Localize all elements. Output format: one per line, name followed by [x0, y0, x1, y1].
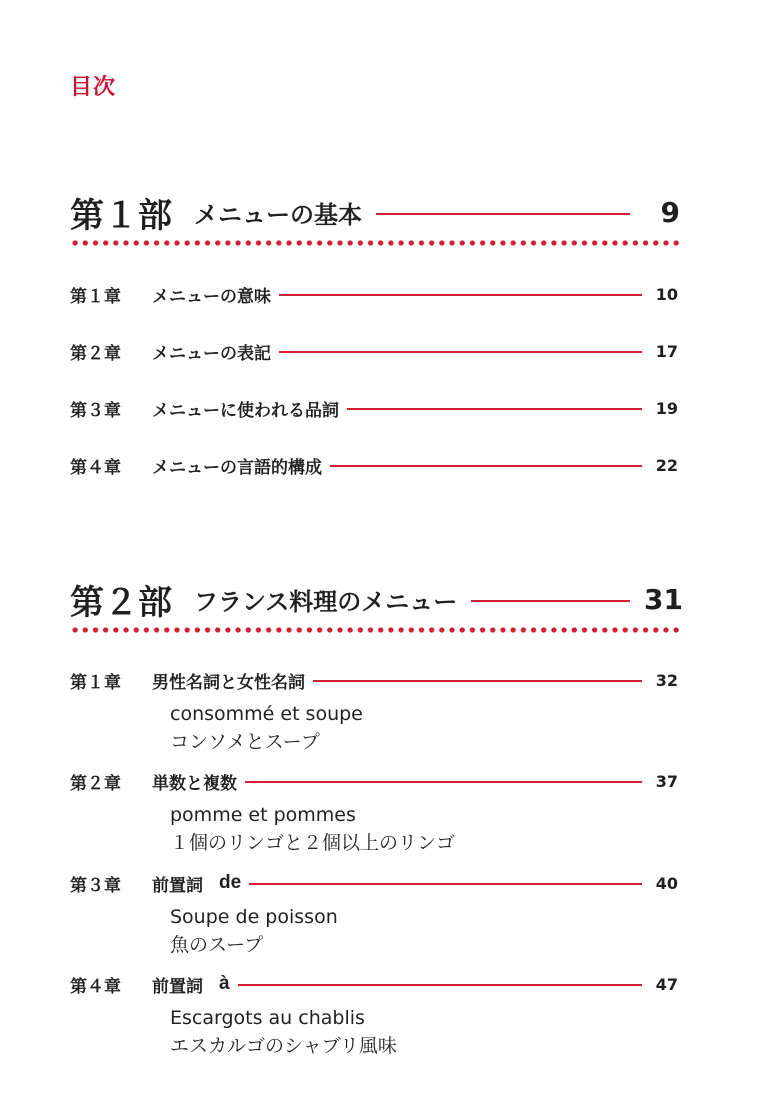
- part-title: フランス料理のメニュー: [194, 587, 458, 616]
- leader-line: [471, 600, 630, 602]
- chapter-page-number: 10: [655, 284, 678, 304]
- chapter-page-number: 17: [655, 341, 678, 361]
- toc-title: 目次: [70, 75, 117, 100]
- chapter-preposition: à: [219, 973, 230, 994]
- part-2-chapter-2[interactable]: [70, 769, 678, 857]
- part-label: 第１部: [70, 195, 172, 236]
- chapter-label: 第１章: [70, 286, 121, 307]
- chapter-page-number: 47: [655, 974, 678, 994]
- chapter-label: 第３章: [70, 400, 121, 421]
- chapter-title: メニューに使われる品詞: [152, 400, 339, 421]
- chapter-page-number: 32: [655, 670, 678, 690]
- chapter-subtitle-japanese: コンソメとスープ: [170, 731, 320, 753]
- part-label: 第２部: [70, 582, 172, 623]
- chapter-label: 第４章: [70, 976, 121, 997]
- part-1-heading[interactable]: [70, 190, 680, 250]
- part-title: メニューの基本: [194, 200, 362, 229]
- leader-line: [238, 984, 642, 985]
- chapter-preposition: de: [219, 872, 242, 893]
- chapter-subtitle-japanese: 魚のスープ: [170, 934, 264, 956]
- part-1-chapter-4[interactable]: [70, 453, 678, 477]
- chapter-title: 前置詞: [152, 976, 203, 997]
- chapter-subtitle-french: Escargots au chablis: [170, 1007, 365, 1029]
- chapter-page-number: 37: [655, 771, 678, 791]
- chapter-title: 男性名詞と女性名詞: [152, 672, 305, 693]
- part-page-number: 31: [644, 582, 683, 616]
- chapter-page-number: 22: [655, 455, 678, 475]
- leader-line: [279, 351, 642, 352]
- leader-line: [279, 294, 642, 295]
- chapter-label: 第２章: [70, 773, 121, 794]
- chapter-title: 単数と複数: [152, 773, 237, 794]
- part-1-chapter-2[interactable]: [70, 339, 678, 363]
- chapter-title: メニューの意味: [152, 286, 271, 307]
- leader-line: [313, 680, 642, 681]
- chapter-title: メニューの表記: [152, 343, 271, 364]
- chapter-title: メニューの言語的構成: [152, 457, 322, 478]
- chapter-label: 第２章: [70, 343, 121, 364]
- chapter-subtitle-japanese: エスカルゴのシャブリ風味: [170, 1035, 397, 1057]
- chapter-page-number: 40: [655, 873, 678, 893]
- chapter-subtitle-japanese: １個のリンゴと２個以上のリンゴ: [170, 832, 456, 854]
- chapter-subtitle-french: consommé et soupe: [170, 703, 363, 725]
- part-2-chapter-1[interactable]: [70, 668, 678, 756]
- leader-line: [330, 465, 642, 466]
- part-2-chapter-4[interactable]: [70, 972, 678, 1060]
- chapter-page-number: 19: [655, 398, 678, 418]
- dotted-divider: [70, 240, 680, 246]
- part-2-heading[interactable]: [70, 577, 683, 637]
- part-1-chapter-1[interactable]: [70, 282, 678, 306]
- part-page-number: 9: [660, 195, 680, 229]
- chapter-subtitle-french: Soupe de poisson: [170, 906, 338, 928]
- leader-line: [249, 883, 642, 884]
- chapter-title: 前置詞: [152, 875, 203, 896]
- chapter-label: 第３章: [70, 875, 121, 896]
- chapter-label: 第１章: [70, 672, 121, 693]
- part-2-chapter-3[interactable]: [70, 871, 678, 959]
- part-1-chapter-3[interactable]: [70, 396, 678, 420]
- chapter-label: 第４章: [70, 457, 121, 478]
- leader-line: [245, 781, 642, 782]
- leader-line: [347, 408, 642, 409]
- leader-line: [376, 213, 630, 215]
- chapter-subtitle-french: pomme et pommes: [170, 804, 356, 826]
- dotted-divider: [70, 627, 680, 633]
